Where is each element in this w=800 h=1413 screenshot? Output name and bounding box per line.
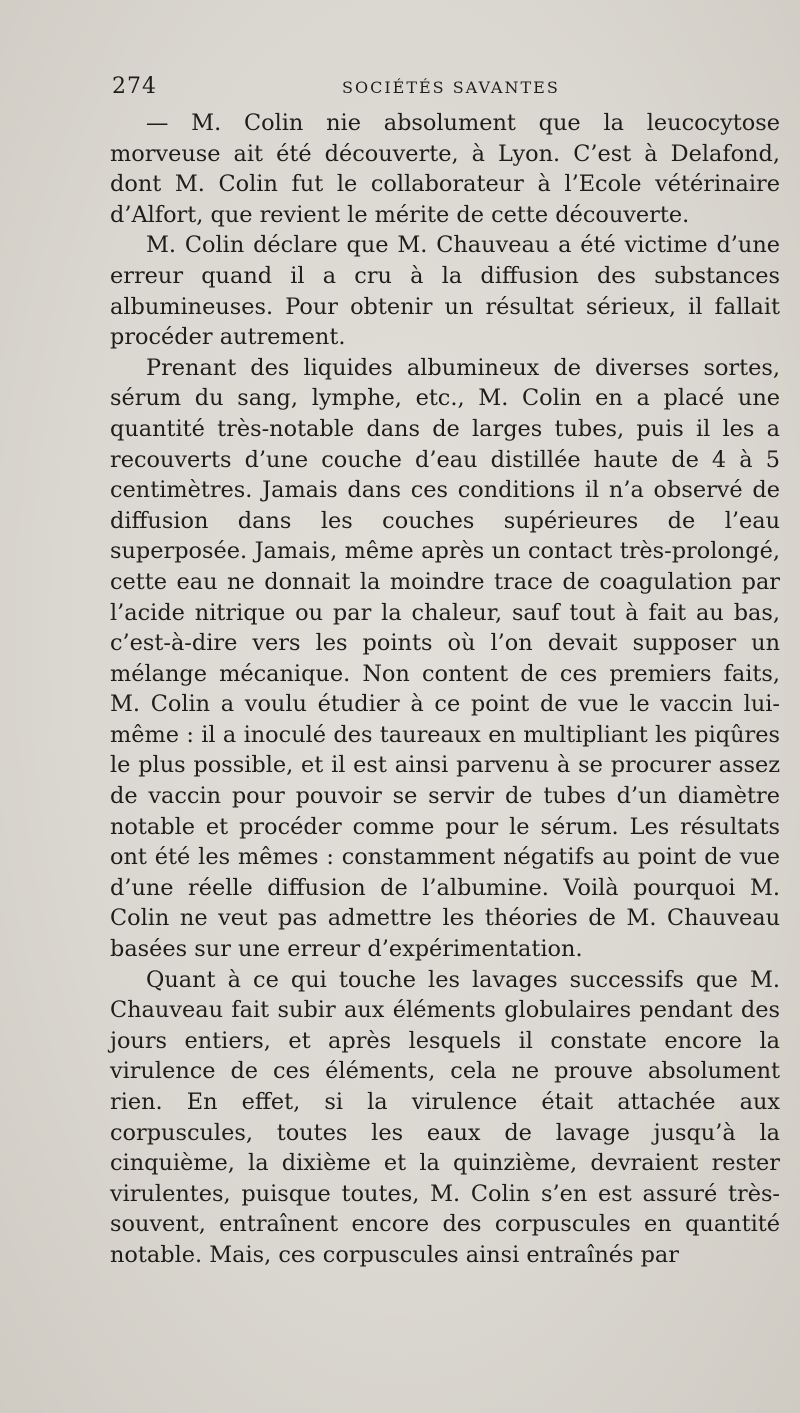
page-header — [112, 74, 766, 106]
paragraph: M. Colin déclare que M. Chauveau a été victime d’une erreur quand il a cru à la diffusion des substances albumineuses. Pour obtenir un résultat sérieux, il fallait procéder autrement. — [110, 232, 780, 351]
running-head: SOCIÉTÉS SAVANTES — [342, 78, 560, 97]
paragraph: — M. Colin nie absolument que la leucocytose morveuse ait été découverte, à Lyon. C’est à Delafond, dont M. Colin fut le collaborateur à l’Ecole vétérinaire d’Alfort, que revient le mérite de cette découverte. — [110, 110, 780, 228]
page-number: 274 — [112, 74, 157, 99]
body-text — [110, 108, 780, 1271]
paragraph: Prenant des liquides albumineux de diverses sortes, sérum du sang, lymphe, etc., M. Colin en a placé une quantité très-notable dans de larges tubes, puis il les a recouverts d’une couche d’eau distillée haute de 4 à 5 centimètres. Jamais dans ces conditions il n’a observé de diffusion dans les couches supérieures de l’eau superposée. Jamais, même après un contact très-prolongé, cette eau ne donnait la moindre trace de coagulation par l’acide nitrique ou par la chaleur, sauf tout à fait au bas, c’est-à-dire vers les points où l’on devait supposer un mélange mécanique. Non content de ces premiers faits, M. Colin a voulu étudier à ce point de vue le vaccin lui-même : il a inoculé des taureaux en multipliant les piqûres le plus possible, et il est ainsi parvenu à se procurer assez de vaccin pour pouvoir se servir de tubes d’un diamètre notable et procéder comme pour le sérum. Les résultats ont été les mêmes : constamment négatifs au point de vue d’une réelle diffusion de l’albumine. Voilà pourquoi M. Colin ne veut pas admettre les théories de M. Chauveau basées sur une erreur d’expérimentation. — [110, 354, 780, 963]
paragraph: Quant à ce qui touche les lavages successifs que M. Chauveau fait subir aux éléments globulaires pendant des jours entiers, et après lesquels il constate encore la virulence de ces éléments, cela ne prouve absolument rien. En effet, si la virulence était attachée aux corpuscules, toutes les eaux de lavage jusqu’à la cinquième, la dixième et la quinzième, devraient rester virulentes, puisque toutes, M. Colin s’en est assuré très-souvent, entraînent encore des corpuscules en quantité notable. Mais, ces corpuscules ainsi entraînés par — [110, 966, 780, 1268]
